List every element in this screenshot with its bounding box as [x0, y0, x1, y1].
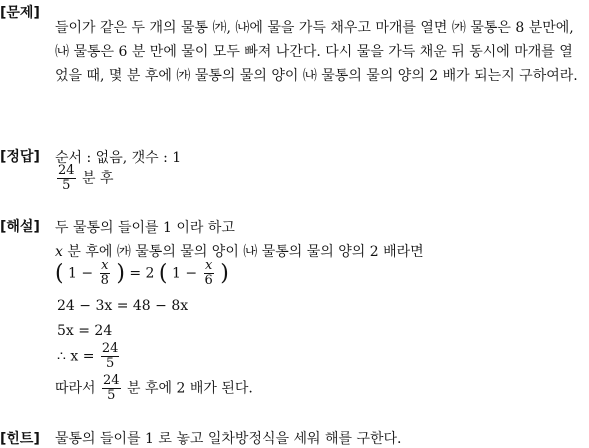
answer-value [55, 164, 114, 193]
solution-label: [해설] [0, 219, 40, 235]
eq1-frac-a-num: x [101, 258, 109, 273]
final-frac-den: 5 [107, 388, 116, 403]
answer-label: [정답] [0, 149, 40, 165]
eq4-fraction [101, 342, 120, 371]
final-frac-num: 24 [103, 373, 120, 388]
final-fraction [102, 374, 121, 403]
paren-close-b: ) [220, 261, 229, 286]
hint-text: 물통의 들이를 1 로 놓고 일차방정식을 세워 해를 구한다. [55, 431, 402, 447]
eq1-frac-a-den: 8 [100, 273, 109, 288]
solution-equation-2: 24 − 3x = 48 − 8x [57, 298, 189, 314]
solution-var-x: x [55, 244, 63, 260]
eq1-mid: = 2 [129, 265, 155, 282]
solution-conclusion [55, 374, 253, 403]
solution-line-2-text: 분 후에 ㈎ 물통의 물의 양이 ㈏ 물통의 물의 양의 2 배라면 [67, 244, 424, 260]
solution-line-1: 두 물통의 들이를 1 이라 하고 [55, 220, 235, 236]
final-suffix: 분 후에 2 배가 된다. [127, 380, 253, 397]
solution-line-2 [55, 241, 424, 261]
answer-order-count: 순서 : 없음, 갯수 : 1 [55, 150, 182, 166]
answer-unit: 분 후 [82, 170, 114, 187]
hint-label: [힌트] [0, 431, 40, 447]
answer-fraction [57, 164, 76, 193]
solution-equation-3: 5x = 24 [57, 323, 113, 339]
answer-frac-num: 24 [58, 163, 75, 178]
paren-open-b: ( [158, 261, 168, 286]
eq1-frac-b [204, 259, 214, 288]
eq1-frac-b-num: x [204, 258, 213, 273]
eq1-one-b: 1 − [171, 265, 198, 282]
eq4-frac-num: 24 [101, 341, 119, 356]
problem-text: 들이가 같은 두 개의 물통 ㈎, ㈏에 물을 가득 채우고 마개를 열면 ㈎ 물통은 8 분만에, ㈏ 물통은 6 분 만에 물이 모두 빠져 나간다. 다시 물을 가득 채운 뒤 동시에 마개를 열었을 때, 몇 분 후에 ㈎ 물통의 물의 양이 ㈏ 물통의 물의 양의 2 배가 되는지 구하여라. [55, 20, 578, 84]
paren-close-a: ) [116, 261, 125, 286]
eq1-frac-a [100, 259, 110, 288]
answer-frac-den: 5 [62, 178, 71, 193]
eq4-frac-den: 5 [106, 356, 115, 371]
paren-open-a: ( [55, 261, 64, 286]
eq1-one-a: 1 − [68, 265, 94, 282]
final-prefix: 따라서 [55, 380, 96, 397]
eq4-prefix: ∴ x = [57, 348, 95, 365]
solution-equation-4 [57, 342, 121, 371]
solution-equation-1 [55, 259, 229, 288]
eq1-frac-b-den: 6 [204, 273, 213, 288]
problem-label: [문제] [0, 5, 40, 21]
